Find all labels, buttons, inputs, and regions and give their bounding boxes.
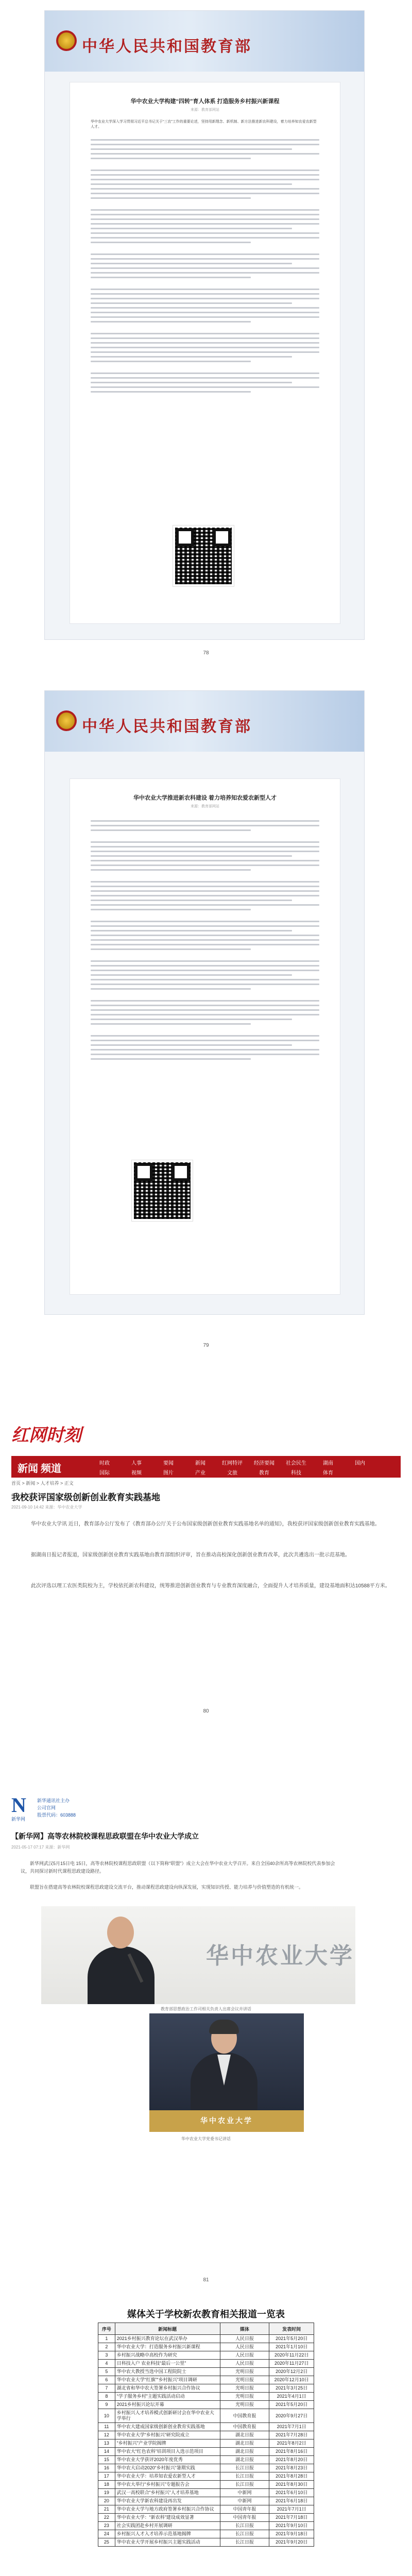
moe-article-card: [70, 82, 340, 624]
table-row: [98, 2489, 314, 2497]
table-cell: 2020年9月27日: [269, 2409, 314, 2423]
table-row: [98, 2384, 314, 2393]
table-cell: 2021年7月18日: [269, 2514, 314, 2522]
table-cell: 2020年11月22日: [269, 2351, 314, 2360]
xinhua-info: [37, 1797, 76, 1819]
table-cell: 湖北日报: [220, 2448, 269, 2456]
table-cell: 2021年1月10日: [269, 2343, 314, 2351]
page-number: 79: [203, 1343, 209, 1348]
nav-item[interactable]: 湖南: [323, 1461, 333, 1466]
table-cell: 华中农业大学新农科建设再出发: [115, 2497, 220, 2505]
nav-item[interactable]: 时政: [99, 1461, 110, 1466]
photo-backdrop-text: 华中农业大学: [206, 1943, 354, 1969]
table-cell: 中国青年报: [220, 2505, 269, 2514]
table-cell: 2021乡村振兴论坛开幕: [115, 2401, 220, 2409]
table-cell: 光明日报: [220, 2384, 269, 2393]
table-row: [98, 2481, 314, 2489]
column-header: 发表时间: [269, 2323, 314, 2335]
table-cell: 长江日报: [220, 2481, 269, 2489]
conference-photo-2: [149, 2013, 304, 2132]
article-meta: 来源：教育部网站: [191, 805, 219, 808]
table-row: [98, 2522, 314, 2530]
table-cell: 2021年8月16日: [269, 2448, 314, 2456]
table-cell: 湖北省和华中农大签署乡村振兴合作协议: [115, 2384, 220, 2393]
table-cell: 华中农业大学：培养知农爱农新型人才: [115, 2472, 220, 2481]
moe-site-title: 中华人民共和国教育部: [82, 718, 252, 735]
table-row: [98, 2335, 314, 2343]
column-header: 新闻标题: [115, 2323, 220, 2335]
table-row: [98, 2401, 314, 2409]
table-row: [98, 2538, 314, 2547]
table-cell: 1: [98, 2335, 115, 2343]
national-emblem-icon: [56, 710, 77, 731]
breadcrumb: 首页 > 新闻 > 人才培养 > 正文: [11, 1481, 74, 1486]
table-row: [98, 2360, 314, 2368]
table-cell: 湖北日报: [220, 2439, 269, 2448]
news-paragraph: 此次评选以理工农医类院校为主，学校依托新农科建设，统筹推进创新创业教育与专业教育深度融合，全面提升人才培养质量，建设基地面积达10588平方米。: [31, 1583, 390, 1589]
table-cell: 人民日报: [220, 2360, 269, 2368]
table-cell: 华中农大启动2020“乡村振兴”暑期实践: [115, 2464, 220, 2472]
rednet-logo: 红网时刻: [11, 1426, 81, 1445]
media-report-table: [98, 2323, 314, 2547]
table-cell: 2021年9月20日: [269, 2538, 314, 2547]
table-row: [98, 2439, 314, 2448]
nav-item[interactable]: 要闻: [163, 1461, 174, 1466]
table-cell: 乡村振兴人才培养模式创新研讨会在华中农业大学举行: [115, 2409, 220, 2423]
table-row: [98, 2456, 314, 2464]
nav-item[interactable]: 教育: [259, 1470, 269, 1476]
table-cell: 光明日报: [220, 2368, 269, 2376]
table-cell: 人民日报: [220, 2351, 269, 2360]
article-lead: 华中农业大学深入学习贯彻习近平总书记关于“三农”工作的重要论述，坚持用新理念、新机制、新方法推进新农科建设，着力培养知农爱农新型人才。: [91, 120, 317, 129]
qr-code: [173, 526, 234, 586]
info-line: 股票代码：603888: [37, 1812, 76, 1818]
xinhua-logo-mark: N: [11, 1793, 26, 1817]
table-cell: 华中农大教授当选中国工程院院士: [115, 2368, 220, 2376]
table-cell: 华中农业大学：“新农科”建设成效显著: [115, 2514, 220, 2522]
table-cell: 光明日报: [220, 2376, 269, 2384]
table-cell: 华中农大“红色农科”培训项目入选示范项目: [115, 2448, 220, 2456]
photo-caption: 华中农业大学党委书记讲话: [181, 2137, 231, 2141]
table-cell: 18: [98, 2481, 115, 2489]
table-cell: 2021年7月28日: [269, 2431, 314, 2439]
table-cell: 华中农大建成国家级创新创业教育实践基地: [115, 2423, 220, 2431]
nav-item[interactable]: 国际: [99, 1470, 110, 1476]
news-meta: 2021-05-17 07:17 来源：新华网: [11, 1845, 70, 1850]
nav-item[interactable]: 红网特评: [222, 1461, 243, 1466]
table-cell: 长江日报: [220, 2530, 269, 2538]
table-cell: 2021年8月23日: [269, 2464, 314, 2472]
table-cell: 社会实践团赴乡村开展调研: [115, 2522, 220, 2530]
table-cell: 中国教育报: [220, 2423, 269, 2431]
table-cell: 2021年8月2日: [269, 2439, 314, 2448]
table-cell: 光明日报: [220, 2393, 269, 2401]
table-cell: 10: [98, 2409, 115, 2423]
news-paragraph: 华中农业大学讯 近日，教育部办公厅发布了《教育部办公厅关于公布国家级创新创业教育实践基地名单的通知》，我校获评国家级创新创业教育实践基地。: [31, 1521, 380, 1527]
news-meta: 2021-09-10 14:42 来源：华中农业大学: [11, 1505, 82, 1510]
news-title: 我校获评国家级创新创业教育实践基地: [11, 1493, 160, 1502]
table-cell: 2021乡村振兴教育论坛在武汉举办: [115, 2335, 220, 2343]
table-cell: 乡村振兴战略中高校作为研究: [115, 2351, 220, 2360]
table-cell: 华中农业大学获评2020年度优秀: [115, 2456, 220, 2464]
table-cell: 光明日报: [220, 2401, 269, 2409]
table-cell: 19: [98, 2489, 115, 2497]
news-paragraph: 联盟旨在搭建高等农林院校课程思政建设交流平台，推动课程思政建设向纵深发展，实现知识传授、能力培养与价值塑造的有机统一。: [30, 1885, 304, 1890]
news-paragraph: 新华网武汉5月15日电 15日，高等农林院校课程思政联盟（以下简称“联盟”）成立大会在华中农业大学召开。来自全国40余所高等农林院校代表参加会议，共同探讨新时代课程思政建设路径。: [21, 1861, 335, 1874]
table-cell: 人民日报: [220, 2343, 269, 2351]
table-header-row: [98, 2323, 314, 2335]
table-row: [98, 2448, 314, 2456]
table-cell: 华中农业大学“乡村振兴”研究院成立: [115, 2431, 220, 2439]
table-row: [98, 2343, 314, 2351]
table-cell: 长江日报: [220, 2522, 269, 2530]
table-row: [98, 2351, 314, 2360]
table-cell: 中国教育报: [220, 2409, 269, 2423]
table-cell: 8: [98, 2393, 115, 2401]
table-cell: 11: [98, 2423, 115, 2431]
channel-brand: 新闻 频道: [18, 1463, 61, 1475]
nav-items: [89, 1458, 398, 1478]
info-line: 新华通讯社主办: [37, 1798, 70, 1803]
photo-caption: 教育部思想政治工作司相关负责人出席会议并讲话: [161, 2007, 251, 2011]
table-cell: 2021年4月1日: [269, 2393, 314, 2401]
table-cell: 华中农业大学“红旗”“乡村振兴”项目调研: [115, 2376, 220, 2384]
moe-site-title: 中华人民共和国教育部: [82, 38, 252, 55]
table-cell: 华中农业大学开展乡村振兴主题实践活动: [115, 2538, 220, 2547]
table-cell: 长江日报: [220, 2472, 269, 2481]
table-cell: 2020年12月2日: [269, 2368, 314, 2376]
table-row: [98, 2368, 314, 2376]
podium-text: 华中农业大学: [200, 2116, 253, 2125]
table-cell: 2021年7月1日: [269, 2423, 314, 2431]
table-cell: 20: [98, 2497, 115, 2505]
table-cell: 日科技入户 农业科技“最后一公里”: [115, 2360, 220, 2368]
nav-item[interactable]: 文旅: [227, 1470, 237, 1476]
news-paragraph: 据湖南日报记者报道，国家级创新创业教育实践基地由教育部组织评审，旨在推动高校深化创新创业教育改革，此次共遴选出一批示范基地。: [31, 1552, 350, 1558]
table-cell: 23: [98, 2522, 115, 2530]
info-line: 公司官网: [37, 1805, 56, 1810]
page-number: 81: [203, 2277, 209, 2283]
moe-page-1: [44, 10, 365, 640]
page-number: 80: [203, 1708, 209, 1714]
moe-page-2: [44, 690, 365, 1315]
nav-item[interactable]: 社会民生: [286, 1461, 306, 1466]
xinhua-logo-text: 新华网: [11, 1817, 26, 1822]
moe-article-card: [70, 778, 340, 1295]
table-cell: 24: [98, 2530, 115, 2538]
table-cell: 中国青年报: [220, 2514, 269, 2522]
table-cell: 15: [98, 2456, 115, 2464]
table-title: 媒体关于学校新农教育相关报道一览表: [127, 2309, 285, 2319]
table-cell: 21: [98, 2505, 115, 2514]
table-cell: 25: [98, 2538, 115, 2547]
table-cell: 5: [98, 2368, 115, 2376]
rednet-nav-bar: [11, 1456, 401, 1478]
table-cell: 2021年3月25日: [269, 2384, 314, 2393]
table-cell: 乡村振兴人才入才培养示范基地揭牌: [115, 2530, 220, 2538]
column-header: 序号: [98, 2323, 115, 2335]
table-row: [98, 2497, 314, 2505]
nav-item[interactable]: 图片: [163, 1470, 174, 1476]
news-title: 【新华网】高等农林院校课程思政联盟在华中农业大学成立: [11, 1832, 199, 1840]
table-cell: 华中农大举行“乡村振兴”专题报告会: [115, 2481, 220, 2489]
article-body-text: [91, 820, 319, 1063]
article-body-text: [91, 139, 319, 396]
table-cell: 长江日报: [220, 2538, 269, 2547]
table-cell: “学子服务乡村”主题实践活动启动: [115, 2393, 220, 2401]
table-row: [98, 2505, 314, 2514]
table-cell: 2021年5月20日: [269, 2401, 314, 2409]
table-row: [98, 2423, 314, 2431]
page-number: 78: [203, 650, 209, 656]
table-cell: 湖北日报: [220, 2456, 269, 2464]
nav-item[interactable]: 体育: [323, 1470, 333, 1476]
table-cell: 14: [98, 2448, 115, 2456]
qr-code: [132, 1160, 193, 1221]
article-title: 华中农业大学推进新农科建设 着力培养知农爱农新型人才: [133, 795, 277, 801]
nav-item[interactable]: 国内: [355, 1461, 365, 1466]
table-cell: 4: [98, 2360, 115, 2368]
table-cell: 2020年11月27日: [269, 2360, 314, 2368]
table-cell: 长江日报: [220, 2464, 269, 2472]
nav-item[interactable]: 新闻: [195, 1461, 205, 1466]
xinhua-logo: [11, 1795, 31, 1821]
table-cell: 3: [98, 2351, 115, 2360]
national-emblem-icon: [56, 30, 77, 51]
table-cell: 2: [98, 2343, 115, 2351]
article-title: 华中农业大学构建“四转”育人体系 打造服务乡村振兴新课程: [130, 98, 280, 105]
table-cell: 6: [98, 2376, 115, 2384]
table-cell: 2021年6月10日: [269, 2489, 314, 2497]
table-row: [98, 2409, 314, 2423]
table-row: [98, 2431, 314, 2439]
table-cell: “乡村振兴”产业学院揭牌: [115, 2439, 220, 2448]
table-cell: 2021年8月20日: [269, 2456, 314, 2464]
table-cell: 2020年12月10日: [269, 2376, 314, 2384]
table-cell: 人民日报: [220, 2335, 269, 2343]
nav-item[interactable]: 人事: [131, 1461, 142, 1466]
table-row: [98, 2376, 314, 2384]
nav-item[interactable]: 产业: [195, 1470, 205, 1476]
table-cell: 武汉一高校联合“乡村振兴”人才培养基地: [115, 2489, 220, 2497]
table-cell: 7: [98, 2384, 115, 2393]
table-row: [98, 2530, 314, 2538]
nav-item[interactable]: 经济要闻: [254, 1461, 274, 1466]
table-cell: 2021年6月18日: [269, 2497, 314, 2505]
table-cell: 2021年9月10日: [269, 2522, 314, 2530]
nav-item[interactable]: 视频: [131, 1470, 142, 1476]
nav-item[interactable]: 科技: [291, 1470, 301, 1476]
table-row: [98, 2514, 314, 2522]
table-row: [98, 2464, 314, 2472]
table-cell: 16: [98, 2464, 115, 2472]
table-cell: 2021年8月30日: [269, 2481, 314, 2489]
moe-banner: [45, 11, 364, 72]
column-header: 媒体: [220, 2323, 269, 2335]
conference-photo-1: [41, 1906, 355, 2004]
article-meta: 来源：教育部网站: [191, 108, 219, 112]
table-cell: 湖北日报: [220, 2431, 269, 2439]
table-row: [98, 2472, 314, 2481]
table-cell: 中新网: [220, 2489, 269, 2497]
table-cell: 17: [98, 2472, 115, 2481]
table-row: [98, 2393, 314, 2401]
table-cell: 9: [98, 2401, 115, 2409]
table-cell: 2021年9月18日: [269, 2530, 314, 2538]
table-cell: 12: [98, 2431, 115, 2439]
table-cell: 22: [98, 2514, 115, 2522]
table-cell: 2021年7月1日: [269, 2505, 314, 2514]
table-cell: 华中农业大学与地方政府签署乡村振兴合作协议: [115, 2505, 220, 2514]
moe-banner: [45, 691, 364, 752]
table-cell: 2021年8月28日: [269, 2472, 314, 2481]
speaker-figure: [82, 1917, 160, 2004]
table-cell: 华中农业大学：打造服务乡村振兴新课程: [115, 2343, 220, 2351]
table-cell: 2021年5月20日: [269, 2335, 314, 2343]
table-cell: 13: [98, 2439, 115, 2448]
table-cell: 中新网: [220, 2497, 269, 2505]
